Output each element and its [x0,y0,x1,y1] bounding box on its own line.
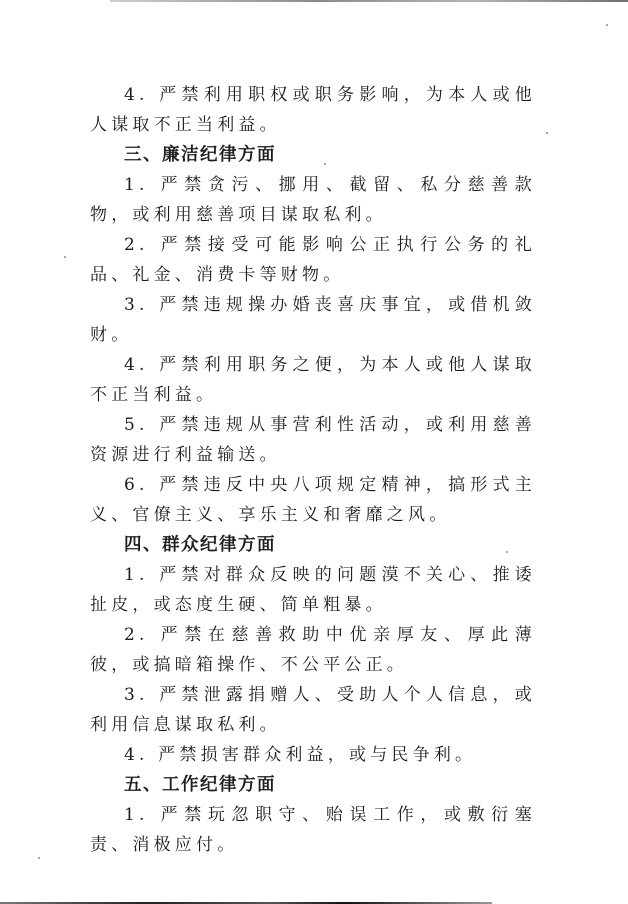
paragraph-clean-5: 5. 严禁违规从事营利性活动，或利用慈善资源进行利益输送。 [90,415,536,465]
paragraph-mass-2: 2. 严禁在慈善救助中优亲厚友、厚此薄彼，或搞暗箱操作、不公平公正。 [90,625,536,675]
paragraph-clean-1: 1. 严禁贪污、挪用、截留、私分慈善款物，或利用慈善项目谋取私利。 [90,175,536,225]
scan-speck [38,857,40,859]
paragraph-mass-1: 1. 严禁对群众反映的问题漠不关心、推诿扯皮，或态度生硬、简单粗暴。 [90,565,536,615]
paragraph-item-4-integrity-abuse: 4. 严禁利用职权或职务影响，为本人或他人谋取不正当利益。 [90,85,536,135]
paragraph-clean-6: 6. 严禁违反中央八项规定精神，搞形式主义、官僚主义、享乐主义和奢靡之风。 [90,475,536,525]
paragraph-mass-4: 4. 严禁损害群众利益，或与民争利。 [124,745,477,765]
paragraph-mass-3: 3. 严禁泄露捐赠人、受助人个人信息，或利用信息谋取私利。 [90,685,536,735]
paragraph-work-1: 1. 严禁玩忽职守、贻误工作，或敷衍塞责、消极应付。 [90,805,536,855]
document-page [90,80,536,860]
paragraph-clean-4: 4. 严禁利用职务之便，为本人或他人谋取不正当利益。 [90,355,536,405]
paragraph-clean-2: 2. 严禁接受可能影响公正执行公务的礼品、礼金、消费卡等财物。 [90,235,536,285]
section-heading-mass-discipline: 四、群众纪律方面 [124,535,276,555]
section-heading-clean-discipline: 三、廉洁纪律方面 [124,145,276,165]
paragraph-clean-3: 3. 严禁违规操办婚丧喜庆事宜，或借机敛财。 [90,295,536,345]
scan-speck [64,256,66,258]
scan-speck [546,132,548,134]
scan-speck [606,24,608,26]
scan-edge-top [110,0,628,2]
section-heading-work-discipline: 五、工作纪律方面 [124,775,276,795]
